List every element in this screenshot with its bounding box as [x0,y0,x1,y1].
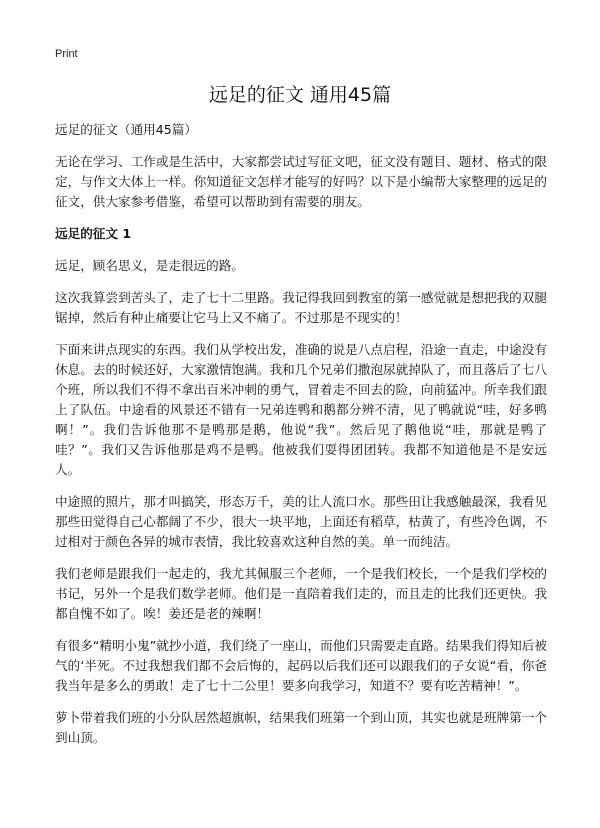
paragraph: 中途照的照片，那才叫搞笑，形态万千，美的让人流口水。那些田让我感触最深，我看见那些田觉得自己心都阔了不少，很大一块平地，上面还有稻草，枯黄了，有些冷色调，不过相对于颜色各异的城市表情，我比较喜欢这种自然的美。单一而纯洁。 [55,494,547,549]
print-link[interactable]: Print [55,48,78,60]
article-body [55,120,547,760]
paragraph: 下面来讲点现实的东西。我们从学校出发，准确的说是八点启程，沿途一直走，中途没有休息。去的时候还好，大家激情饱满。我和几个兄弟们撒泡尿就掉队了，而且落后了七八个班，所以我们不得不拿出百米冲刺的勇气，冒着走不回去的险，向前猛冲。所幸我们跟上了队伍。中途看的风景还不错有一兄弟连鸭和鹅都分辨不清，见了鸭就说“哇，好多鸭啊！”。我们告诉他那不是鸭那是鹅，他说“我”。然后见了鹅他说“哇，那就是鸭了哇？”。我们又告诉他那是鸡不是鸭。他被我们耍得团团转。我都不知道他是不是安远人。 [55,342,547,477]
article-subtitle: 远足的征文（通用45篇） [55,122,197,137]
page-title: 远足的征文 通用45篇 [208,84,392,106]
paragraph: 我们老师是跟我们一起走的，我尤其佩服三个老师，一个是我们校长，一个是我们学校的书记，另外一个是我们数学老师。他们是一直陪着我们走的，而且走的比我们还更快。我都自愧不如了。唉！姜还是老的辣啊！ [55,566,547,621]
section-heading: 远足的征文 1 [55,226,132,241]
paragraph: 这次我算尝到苦头了，走了七十二里路。我记得我回到教室的第一感觉就是想把我的双腿锯掉，然后有种止痛要让它马上又不痛了。不过那是不现实的！ [55,290,547,325]
paragraph: 远足，顾名思义，是走很远的路。 [55,258,244,273]
paragraph: 萝卜带着我们班的小分队居然超旗帜，结果我们班第一个到山顶，其实也就是班牌第一个到山顶。 [55,710,547,745]
intro-paragraph: 无论在学习、工作或是生活中，大家都尝试过写征文吧，征文没有题目、题材、格式的限定，与作文大体上一样。你知道征文怎样才能写的好吗？以下是小编帮大家整理的远足的征文，供大家参考借鉴，希望可以帮助到有需要的朋友。 [55,154,547,209]
paragraph: 有很多“精明小鬼”就抄小道，我们绕了一座山，而他们只需要走直路。结果我们得知后被气的‘半死。不过我想我们都不会后悔的，起码以后我们还可以跟我们的子女说“看，你爸我当年是多么的勇敢！走了七十二公里！要多向我学习，知道不？要有吃苦精神！”。 [55,638,547,693]
